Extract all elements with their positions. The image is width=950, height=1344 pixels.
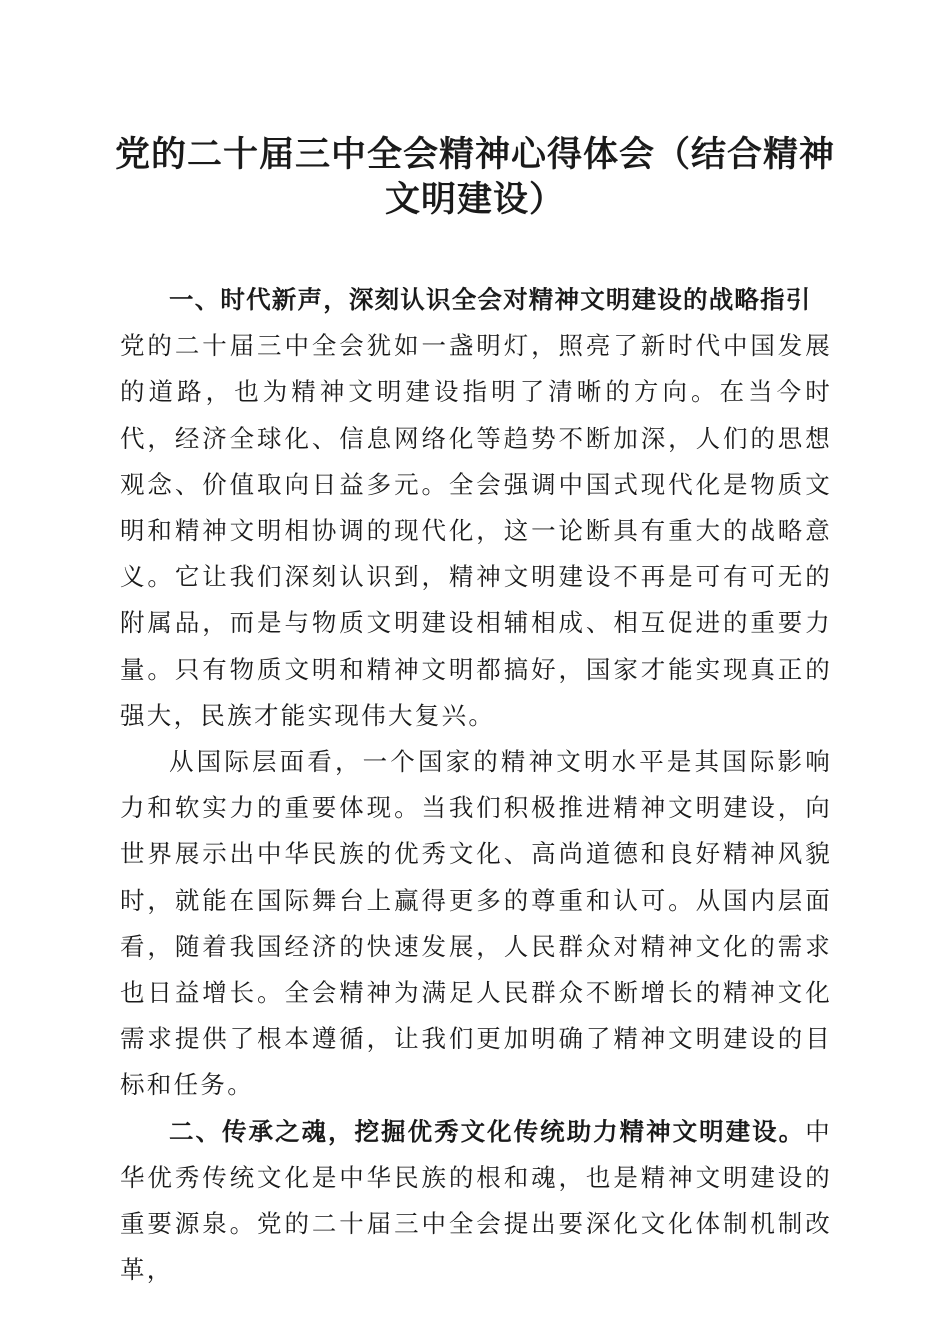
section-2-paragraph [120,1109,832,1294]
section-heading-1: 一、时代新声，深刻认识全会对精神文明建设的战略指引 [169,285,812,314]
document-title: 党的二十届三中全会精神心得体会（结合精神文明建设） [114,135,835,220]
body-paragraph: 从国际层面看，一个国家的精神文明水平是其国际影响力和软实力的重要体现。当我们积极推进精神文明建设，向世界展示出中华民族的优秀文化、高尚道德和良好精神风貌时，就能在国际舞台上赢得更多的尊重和认可。从国内层面看，随着我国经济的快速发展，人民群众对精神文化的需求也日益增长。全会精神为满足人民群众不断增长的精神文化需求提供了根本遵循，让我们更加明确了精神文明建设的目标和任务。 [120,747,832,1100]
section-heading-2: 二、传承之魂，挖掘优秀文化传统助力精神文明建设。 [169,1116,806,1146]
section-2-text: 中华优秀传统文化是中华民族的根和魂，也是精神文明建设的重要源泉。党的二十届三中全会提出要深化文化体制机制改革， [120,1116,832,1285]
body-paragraph: 党的二十届三中全会犹如一盏明灯，照亮了新时代中国发展的道路，也为精神文明建设指明了清晰的方向。在当今时代，经济全球化、信息网络化等趋势不断加深，人们的思想观念、价值取向日益多元。全会强调中国式现代化是物质文明和精神文明相协调的现代化，这一论断具有重大的战略意义。它让我们深刻认识到，精神文明建设不再是可有可无的附属品，而是与物质文明建设相辅相成、相互促进的重要力量。只有物质文明和精神文明都搞好，国家才能实现真正的强大，民族才能实现伟大复兴。 [120,331,832,730]
document-body [120,277,832,1293]
